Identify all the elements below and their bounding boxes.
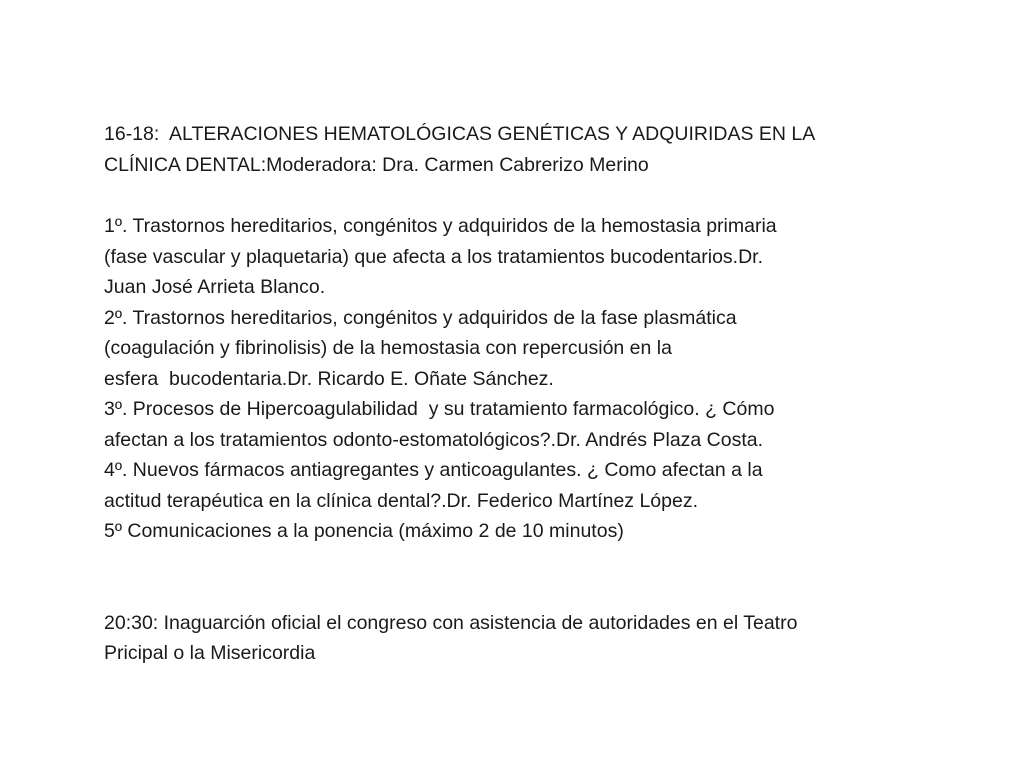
program-item: [104, 455, 984, 516]
program-item-line: (coagulación y fibrinolisis) de la hemostasia con repercusión en la: [104, 337, 672, 359]
program-item-line: 3º. Procesos de Hipercoagulabilidad y su tratamiento farmacológico. ¿ Cómo: [104, 398, 775, 420]
closing-event-line: 20:30: Inaguarción oficial el congreso con asistencia de autoridades en el Teatro: [104, 611, 798, 634]
program-item-line: esfera bucodentaria.Dr. Ricardo E. Oñate Sánchez.: [104, 367, 554, 390]
session-heading-line: CLÍNICA DENTAL:Moderadora: Dra. Carmen Cabrerizo Merino: [104, 153, 649, 176]
program-item-line: 5º Comunicaciones a la ponencia (máximo 2 de 10 minutos): [104, 520, 624, 542]
slide-text-body: [104, 119, 984, 669]
spacer: [104, 180, 984, 211]
program-item: [104, 303, 984, 395]
program-item-line: 1º. Trastornos hereditarios, congénitos y adquiridos de la hemostasia primaria: [104, 215, 777, 237]
closing-event: [104, 608, 984, 669]
program-item-line: 4º. Nuevos fármacos antiagregantes y anticoagulantes. ¿ Como afectan a la: [104, 459, 763, 481]
program-item: [104, 516, 984, 547]
program-item: [104, 211, 984, 303]
program-item-line: afectan a los tratamientos odonto-estomatológicos?.Dr. Andrés Plaza Costa.: [104, 428, 764, 451]
program-item: [104, 394, 984, 455]
program-item-line: (fase vascular y plaquetaria) que afecta a los tratamientos bucodentarios.Dr.: [104, 245, 764, 268]
session-heading: [104, 119, 984, 180]
program-item-line: actitud terapéutica en la clínica dental?.Dr. Federico Martínez López.: [104, 489, 698, 512]
session-heading-line: 16-18: ALTERACIONES HEMATOLÓGICAS GENÉTICAS Y ADQUIRIDAS EN LA: [104, 123, 816, 145]
spacer: [104, 547, 984, 608]
closing-event-line: Pricipal o la Misericordia: [104, 642, 316, 664]
program-item-line: Juan José Arrieta Blanco.: [104, 276, 326, 298]
program-item-line: 2º. Trastornos hereditarios, congénitos y adquiridos de la fase plasmática: [104, 306, 737, 329]
